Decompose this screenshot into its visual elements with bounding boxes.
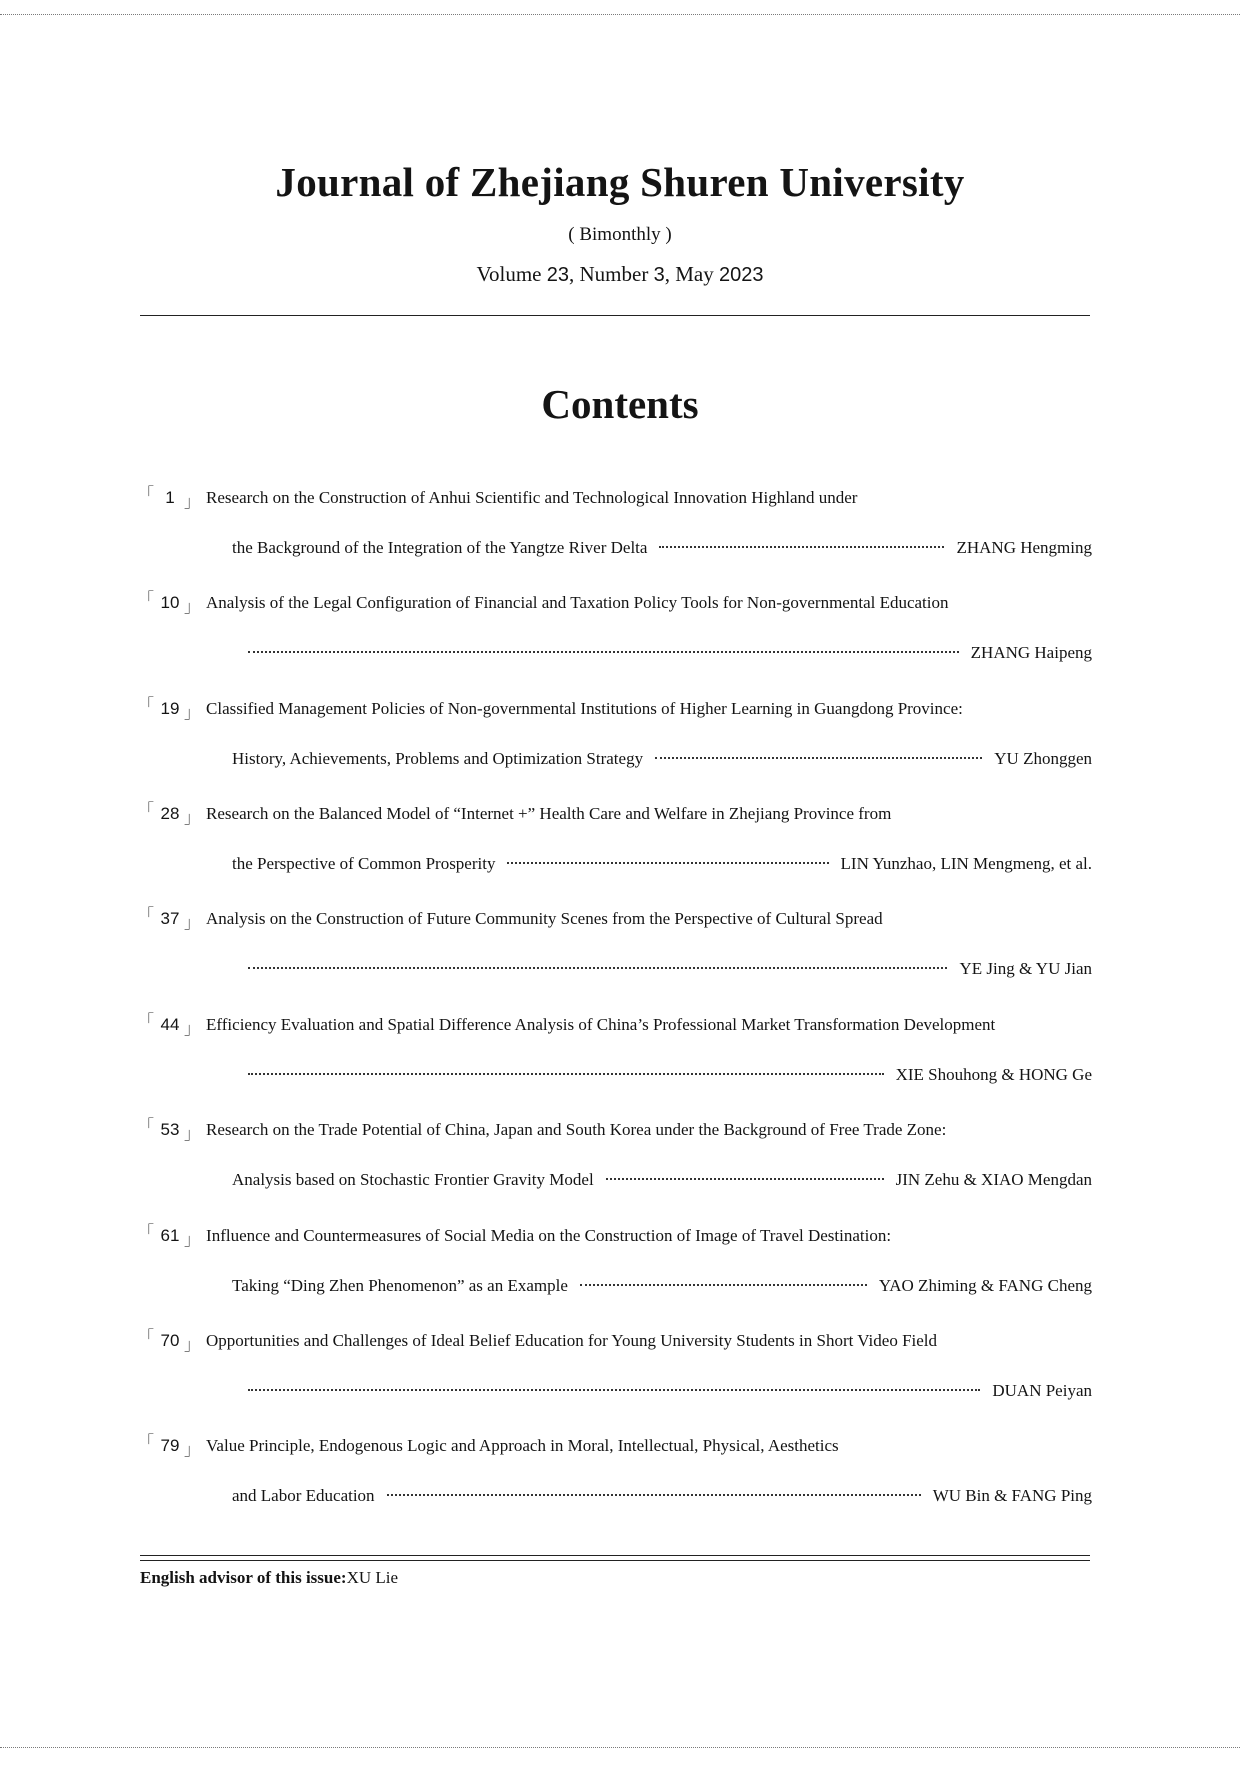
toc-authors: YU Zhonggen xyxy=(994,749,1092,768)
toc-entry-1-line1[interactable] xyxy=(138,485,1092,511)
corner-bracket-close-icon: 」 xyxy=(184,1232,201,1249)
toc-page-number: 37 xyxy=(160,909,180,928)
toc-title-continued: Analysis based on Stochastic Frontier Gravity Model xyxy=(232,1170,594,1189)
toc-title: Influence and Countermeasures of Social Media on the Construction of Image of Travel Destination: xyxy=(206,1226,892,1245)
english-advisor-note xyxy=(140,1568,398,1588)
corner-bracket-open-icon: 「 xyxy=(138,591,155,608)
corner-bracket-close-icon: 」 xyxy=(184,810,201,827)
dot-leader xyxy=(248,1073,884,1075)
issue-year: 2023 xyxy=(718,264,764,286)
dot-leader xyxy=(507,862,828,864)
dot-leader xyxy=(248,651,959,653)
advisor-label: English advisor of this issue: xyxy=(140,1568,347,1587)
corner-bracket-open-icon: 「 xyxy=(138,802,155,819)
toc-title: Efficiency Evaluation and Spatial Difference Analysis of China’s Professional Market Transformation Development xyxy=(206,1015,996,1034)
contents-heading: Contents xyxy=(541,381,699,427)
toc-title: Research on the Trade Potential of China, Japan and South Korea under the Background of Free Trade Zone: xyxy=(206,1120,947,1139)
toc-entry-7-line1[interactable] xyxy=(138,1117,1092,1143)
journal-frequency: ( Bimonthly ) xyxy=(568,224,672,245)
toc-title: Classified Management Policies of Non-governmental Institutions of Higher Learning in Guangdong Province: xyxy=(206,699,963,718)
toc-entry-2-line1[interactable] xyxy=(138,590,1092,616)
corner-bracket-open-icon: 「 xyxy=(138,1329,155,1346)
toc-authors: YE Jing & YU Jian xyxy=(959,959,1092,978)
top-dotted-border xyxy=(0,14,1240,15)
corner-bracket-close-icon: 」 xyxy=(184,1021,201,1038)
toc-title-continued: History, Achievements, Problems and Optimization Strategy xyxy=(232,749,644,768)
advisor-name: XU Lie xyxy=(346,1568,399,1587)
toc-authors: JIN Zehu & XIAO Mengdan xyxy=(895,1170,1092,1189)
header-rule xyxy=(140,315,1090,316)
toc-authors: YAO Zhiming & FANG Cheng xyxy=(878,1276,1092,1295)
toc-page-number: 19 xyxy=(160,699,180,718)
corner-bracket-open-icon: 「 xyxy=(138,1013,155,1030)
toc-title-continued: the Background of the Integration of the Yangtze River Delta xyxy=(232,538,648,557)
corner-bracket-close-icon: 」 xyxy=(184,494,201,511)
toc-page-number: 53 xyxy=(160,1120,180,1139)
toc-page-number: 61 xyxy=(160,1226,180,1245)
toc-title-continued: Taking “Ding Zhen Phenomenon” as an Example xyxy=(232,1276,568,1295)
toc-entry-7-line2[interactable] xyxy=(138,1170,1092,1196)
toc-title: Value Principle, Endogenous Logic and Approach in Moral, Intellectual, Physical, Aesthetics xyxy=(206,1436,839,1455)
toc-authors: WU Bin & FANG Ping xyxy=(932,1486,1092,1505)
toc-entry-6-line1[interactable] xyxy=(138,1012,1092,1038)
toc-entry-9-line2[interactable] xyxy=(138,1381,1092,1407)
toc-title: Analysis on the Construction of Future Community Scenes from the Perspective of Cultural Spread xyxy=(206,909,883,928)
volume-label: Volume xyxy=(476,262,542,286)
corner-bracket-close-icon: 」 xyxy=(184,1126,201,1143)
toc-title: Research on the Balanced Model of “Internet +” Health Care and Welfare in Zhejiang Province from xyxy=(206,804,892,823)
toc-authors: ZHANG Haipeng xyxy=(970,643,1092,662)
toc-authors: LIN Yunzhao, LIN Mengmeng, et al. xyxy=(840,854,1092,873)
bottom-dotted-border xyxy=(0,1747,1240,1748)
corner-bracket-open-icon: 「 xyxy=(138,486,155,503)
toc-entry-8-line2[interactable] xyxy=(138,1276,1092,1302)
toc-page-number: 10 xyxy=(160,593,180,612)
toc-title-continued: and Labor Education xyxy=(232,1486,375,1505)
toc-entry-6-line2[interactable] xyxy=(138,1065,1092,1091)
corner-bracket-open-icon: 「 xyxy=(138,907,155,924)
toc-title: Opportunities and Challenges of Ideal Belief Education for Young University Students in Short Video Field xyxy=(206,1331,938,1350)
toc-authors: DUAN Peiyan xyxy=(992,1381,1092,1400)
corner-bracket-open-icon: 「 xyxy=(138,697,155,714)
toc-entry-2-line2[interactable] xyxy=(138,643,1092,669)
toc-authors: ZHANG Hengming xyxy=(956,538,1092,557)
corner-bracket-open-icon: 「 xyxy=(138,1224,155,1241)
number-label: , Number xyxy=(569,262,649,286)
toc-entry-3-line2[interactable] xyxy=(138,749,1092,775)
toc-entry-10-line1[interactable] xyxy=(138,1433,1092,1459)
footer-rule-lower xyxy=(140,1560,1090,1561)
corner-bracket-close-icon: 」 xyxy=(184,1337,201,1354)
corner-bracket-close-icon: 」 xyxy=(184,705,201,722)
toc-entry-3-line1[interactable] xyxy=(138,696,1092,722)
toc-entry-5-line2[interactable] xyxy=(138,959,1092,985)
toc-page-number: 79 xyxy=(160,1436,180,1455)
corner-bracket-open-icon: 「 xyxy=(138,1118,155,1135)
dot-leader xyxy=(248,967,947,969)
corner-bracket-close-icon: 」 xyxy=(184,915,201,932)
dot-leader xyxy=(655,757,982,759)
toc-entry-4-line1[interactable] xyxy=(138,801,1092,827)
toc-entry-9-line1[interactable] xyxy=(138,1328,1092,1354)
journal-title: Journal of Zhejiang Shuren University xyxy=(275,159,965,205)
dot-leader xyxy=(580,1284,867,1286)
dot-leader xyxy=(248,1389,980,1391)
toc-title-continued: the Perspective of Common Prosperity xyxy=(232,854,496,873)
volume-number: 23 xyxy=(546,264,569,286)
dot-leader xyxy=(659,546,944,548)
corner-bracket-close-icon: 」 xyxy=(184,599,201,616)
toc-entry-1-line2[interactable] xyxy=(138,538,1092,564)
issue-info xyxy=(0,262,1240,287)
toc-entry-5-line1[interactable] xyxy=(138,906,1092,932)
toc-entry-4-line2[interactable] xyxy=(138,854,1092,880)
toc-page-number: 44 xyxy=(160,1015,180,1034)
toc-page-number: 28 xyxy=(160,804,180,823)
corner-bracket-close-icon: 」 xyxy=(184,1442,201,1459)
corner-bracket-open-icon: 「 xyxy=(138,1434,155,1451)
toc-authors: XIE Shouhong & HONG Ge xyxy=(895,1065,1092,1084)
issue-number: 3 xyxy=(653,264,665,286)
toc-title: Research on the Construction of Anhui Scientific and Technological Innovation Highland under xyxy=(206,488,858,507)
toc-entry-10-line2[interactable] xyxy=(138,1486,1092,1512)
toc-page-number: 1 xyxy=(165,488,175,507)
toc-page-number: 70 xyxy=(160,1331,180,1350)
toc-title: Analysis of the Legal Configuration of Financial and Taxation Policy Tools for Non-governmental Education xyxy=(206,593,949,612)
date-label: , May xyxy=(664,262,714,286)
dot-leader xyxy=(606,1178,884,1180)
footer-rule-upper xyxy=(140,1555,1090,1556)
toc-entry-8-line1[interactable] xyxy=(138,1223,1092,1249)
dot-leader xyxy=(387,1494,921,1496)
